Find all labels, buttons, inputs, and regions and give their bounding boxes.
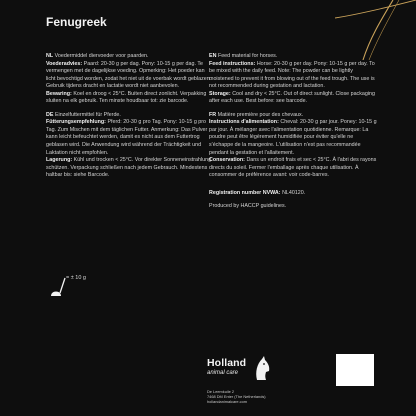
- section-nl: [46, 53, 213, 106]
- feed-text: Cheval: 20-30 g par jour. Poney: 10-15 g par jour. À mélanger avec l'alimentation quotidienne. Remarque: La poudre peut être légèrement humidifiée pour éviter qu'elle ne s'échappe de la mangeoire. L'utilisation n'est pas recommandée pendant la gestation et l'allaitement.: [209, 119, 377, 156]
- left-column: [46, 53, 213, 186]
- company-address: [207, 389, 266, 405]
- registration-value: NL40120.: [282, 189, 306, 196]
- address-line: 7468 DM Enter (The Netherlands): [207, 394, 266, 400]
- storage-label: Storage:: [209, 90, 231, 97]
- feed-text: Horse: 20-30 g per day. Pony: 10-15 g per day. To be mixed with the daily feed. Note: The powder can be lightly moistened to prevent it from blowing out of the feed trough. The use is not recommended during gestation and lactation.: [209, 60, 375, 90]
- section-fr: [209, 112, 377, 180]
- produced-by: Produced by HACCP guidelines.: [209, 202, 287, 209]
- lang-code: NL: [46, 53, 54, 59]
- lang-code: EN: [209, 53, 217, 59]
- scoop-label: = ± 10 g: [66, 275, 86, 281]
- intro-text: Feed material for horses.: [217, 53, 278, 59]
- lang-code: FR: [209, 111, 217, 118]
- feed-text: Pferd: 20-30 g pro Tag. Pony: 10-15 g pro Tag. Zum Mischen mit dem täglichen Futter. Anmerkung: Das Pulver kann leicht befeuchtet werden, damit es nicht aus dem Futtertrog geblasen wird. Die Anwendung wird während der Trächtigkeit und Laktation nicht empfohlen.: [46, 119, 208, 156]
- intro-text: Matière première pour des chevaux.: [217, 111, 304, 118]
- feed-label: Voederadvies:: [46, 60, 83, 67]
- section-en: [209, 53, 377, 106]
- feed-text: Paard: 20-30 g per dag. Pony: 10-15 g per dag. Te vermengen met de dagelijkse voeding. Opmerking: Het poeder kan licht bevochtigd worden, zodat het niet uit de voerbak wordt geblazen. Gebruik tijdens dracht en lactatie wordt niet aanbevolen.: [46, 60, 212, 90]
- address-line: De Leemkuile 2: [207, 389, 235, 394]
- storage-text: Dans un endroit frais et sec < 25°C. À l'abri des rayons directs du soleil. Fermer l'emballage après chaque utilisation. À consommer de préférence avant: voir code-barres.: [209, 157, 377, 179]
- registration-block: [209, 190, 377, 210]
- storage-label: Lagerung:: [46, 157, 73, 164]
- gold-swoosh-decoration: [335, 0, 416, 60]
- product-title: Fenugreek: [46, 15, 107, 29]
- intro-text: Einzelfuttermittel für Pferde.: [54, 111, 121, 118]
- horse-head-icon: [253, 356, 271, 380]
- storage-label: Bewaring:: [46, 90, 72, 97]
- barcode-area: [336, 354, 374, 386]
- feed-label: Fütterungsempfehlung:: [46, 119, 106, 126]
- section-de: [46, 112, 213, 180]
- intro-text: Voedermiddel diervoeder voor paarden.: [54, 53, 149, 59]
- storage-text: Koel en droog < 25°C. Buiten direct zonlicht. Verpakking sluiten na elk gebruik. Ten minste houdbaar tot: zie barcode.: [46, 90, 207, 105]
- right-column: [209, 53, 377, 216]
- registration-label: Registration number NVWA:: [209, 189, 281, 196]
- lang-code: DE: [46, 111, 54, 118]
- storage-text: Cool and dry < 25°C. Out of direct sunlight. Close packaging after each use. Best before: see barcode.: [209, 90, 375, 105]
- website: hollandanimalcare.com: [207, 399, 248, 405]
- brand-subtitle: animal care: [207, 370, 239, 376]
- feed-label: Feed instructions:: [209, 60, 256, 67]
- feed-label: Instructions d'alimentation:: [209, 119, 279, 126]
- storage-label: Conservation:: [209, 157, 245, 164]
- storage-text: Kühl und trocken < 25°C. Vor direkter Sonneneinstrahlung schützen. Verpackung schließen nach jedem Gebrauch. Mindestens haltbar bis: siehe Barcode.: [46, 157, 212, 179]
- brand-name: Holland: [207, 357, 247, 369]
